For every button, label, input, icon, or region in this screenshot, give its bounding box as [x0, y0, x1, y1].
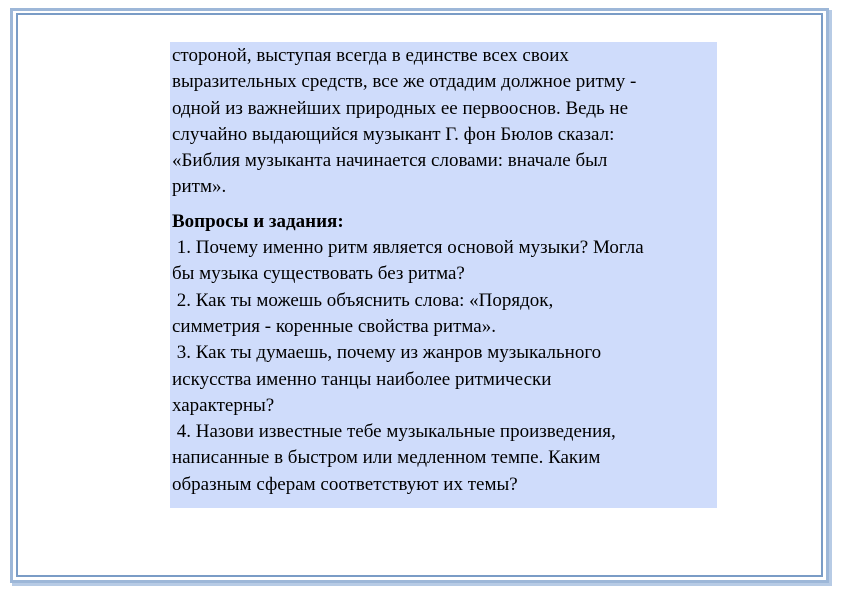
question-line: 2. Как ты можешь объяснить слова: «Порядок,: [172, 289, 554, 311]
question-line: 1. Почему именно ритм является основой музыки? Могла: [172, 237, 644, 259]
question-line: образным сферам соответствуют их темы?: [172, 473, 518, 495]
question-line: бы музыка существовать без ритма?: [172, 263, 465, 285]
questions-heading: Вопросы и задания:: [172, 210, 344, 232]
intro-line: случайно выдающийся музыкант Г. фон Бюлов сказал:: [172, 123, 615, 145]
question-line: искусства именно танцы наиболее ритмически: [172, 368, 552, 390]
intro-line: выразительных средств, все же отдадим должное ритму -: [172, 71, 637, 93]
question-2: [172, 288, 715, 341]
intro-line: ритм».: [172, 176, 227, 198]
question-line: 3. Как ты думаешь, почему из жанров музыкального: [172, 342, 602, 364]
question-line: симметрия - коренные свойства ритма».: [172, 315, 496, 337]
intro-line: одной из важнейших природных ее первооснов. Ведь не: [172, 97, 629, 119]
question-4: [172, 419, 715, 498]
intro-paragraph: [172, 43, 715, 201]
intro-line: стороной, выступая всегда в единстве всех своих: [172, 45, 569, 66]
question-1: [172, 235, 715, 288]
question-line: характерны?: [172, 394, 275, 416]
intro-line: «Библия музыканта начинается словами: вначале был: [172, 150, 608, 172]
question-3: [172, 340, 715, 419]
question-line: написанные в быстром или медленном темпе. Каким: [172, 447, 601, 469]
question-line: 4. Назови известные тебе музыкальные произведения,: [172, 421, 616, 443]
text-box: [170, 42, 717, 508]
